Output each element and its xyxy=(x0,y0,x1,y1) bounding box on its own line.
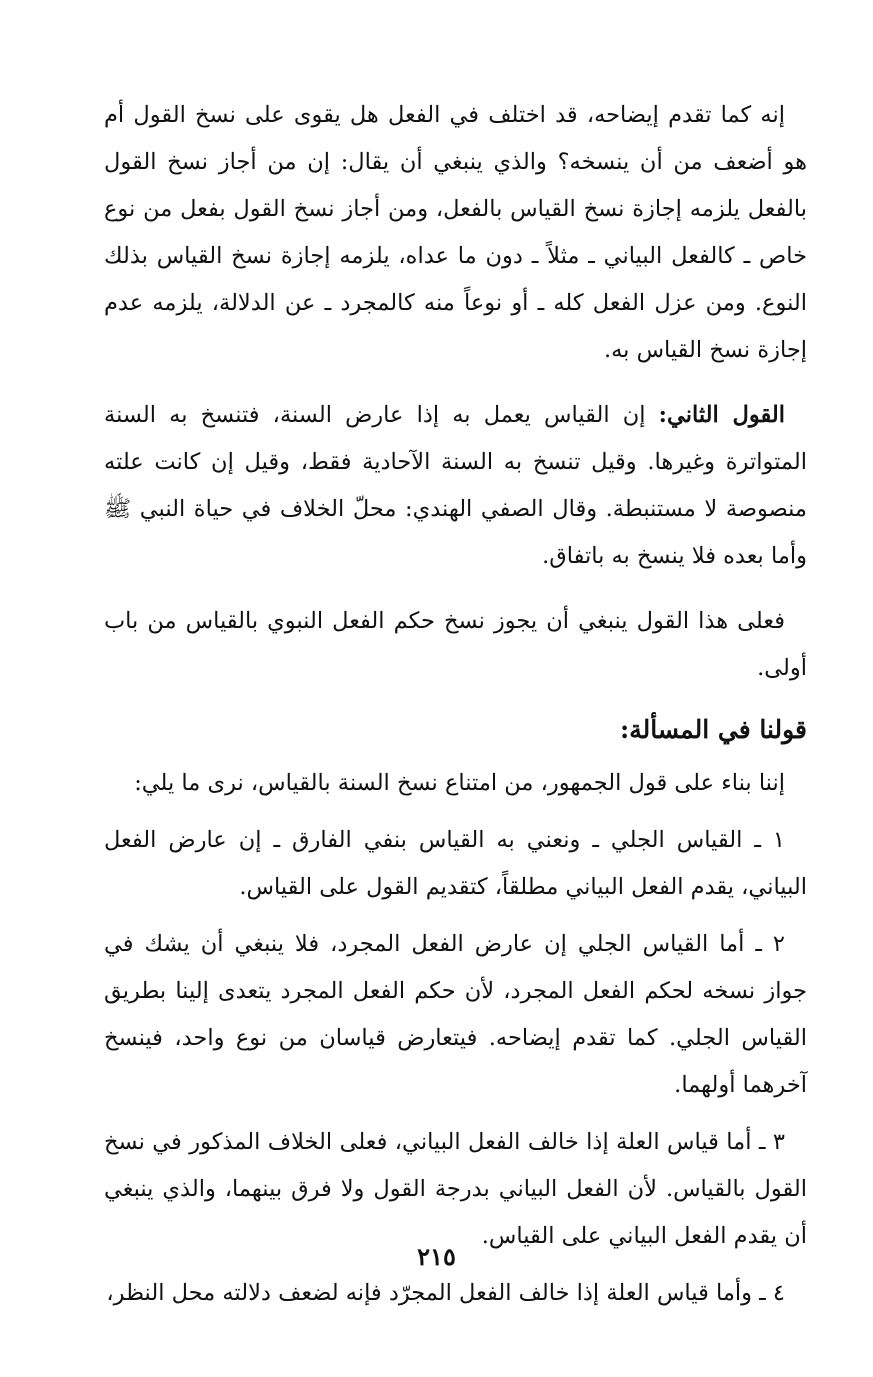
paragraph-2 xyxy=(104,392,807,580)
section-heading: قولنا في المسألة: xyxy=(619,715,807,744)
paragraph-1: إنه كما تقدم إيضاحه، قد اختلف في الفعل هل يقوى على نسخ القول أم هو أضعف من أن ينسخه؟ والذي ينبغي أن يقال: إن من أجاز نسخ القول بالفعل يلزمه إجازة نسخ القياس بالفعل، ومن أجاز نسخ القول بفعل من نوع خاص ـ كالفعل البياني ـ مثلاً ـ دون ما عداه، يلزمه إجازة نسخ القياس بذلك النوع. ومن عزل الفعل كله ـ أو نوعاً منه كالمجرد ـ عن الدلالة، يلزمه عدم إجازة نسخ القياس به. xyxy=(104,102,807,363)
paragraph-2-body: إن القياس يعمل به إذا عارض السنة، فتنسخ به السنة المتواترة وغيرها. وقيل تنسخ به السنة الآحادية فقط، وقيل إن كانت علته منصوصة لا مستنبطة. وقال الصفي الهندي: محلّ الخلاف في حياة النبي ﷺ وأما بعده فلا ينسخ به باتفاق. xyxy=(104,402,807,569)
list-item-3: ٣ ـ أما قياس العلة إذا خالف الفعل البياني، فعلى الخلاف المذكور في نسخ القول بالقياس. لأن الفعل البياني بدرجة القول ولا فرق بينهما، والذي ينبغي أن يقدم الفعل البياني على القياس. xyxy=(104,1129,807,1249)
list-item-4: ٤ ـ وأما قياس العلة إذا خالف الفعل المجرّد فإنه لضعف دلالته محل النظر، xyxy=(106,1280,785,1306)
page-body xyxy=(104,92,807,1317)
page-number: ٢١٥ xyxy=(417,1242,456,1271)
list-item-2: ٢ ـ أما القياس الجلي إن عارض الفعل المجرد، فلا ينبغي أن يشك في جواز نسخه لحكم الفعل المجرد، لأن حكم الفعل المجرد يتعدى إلينا بطريق القياس الجلي. كما تقدم إيضاحه. فيتعارض قياسان من نوع واحد، فينسخ آخرهما أولهما. xyxy=(104,931,807,1098)
paragraph-4: إننا بناء على قول الجمهور، من امتناع نسخ السنة بالقياس، نرى ما يلي: xyxy=(134,770,785,796)
paragraph-3: فعلى هذا القول ينبغي أن يجوز نسخ حكم الفعل النبوي بالقياس من باب أولى. xyxy=(104,608,807,681)
paragraph-2-lead: القول الثاني: xyxy=(658,402,785,428)
list-item-1: ١ ـ القياس الجلي ـ ونعني به القياس بنفي الفارق ـ إن عارض الفعل البياني، يقدم الفعل البياني مطلقاً، كتقديم القول على القياس. xyxy=(104,827,807,900)
